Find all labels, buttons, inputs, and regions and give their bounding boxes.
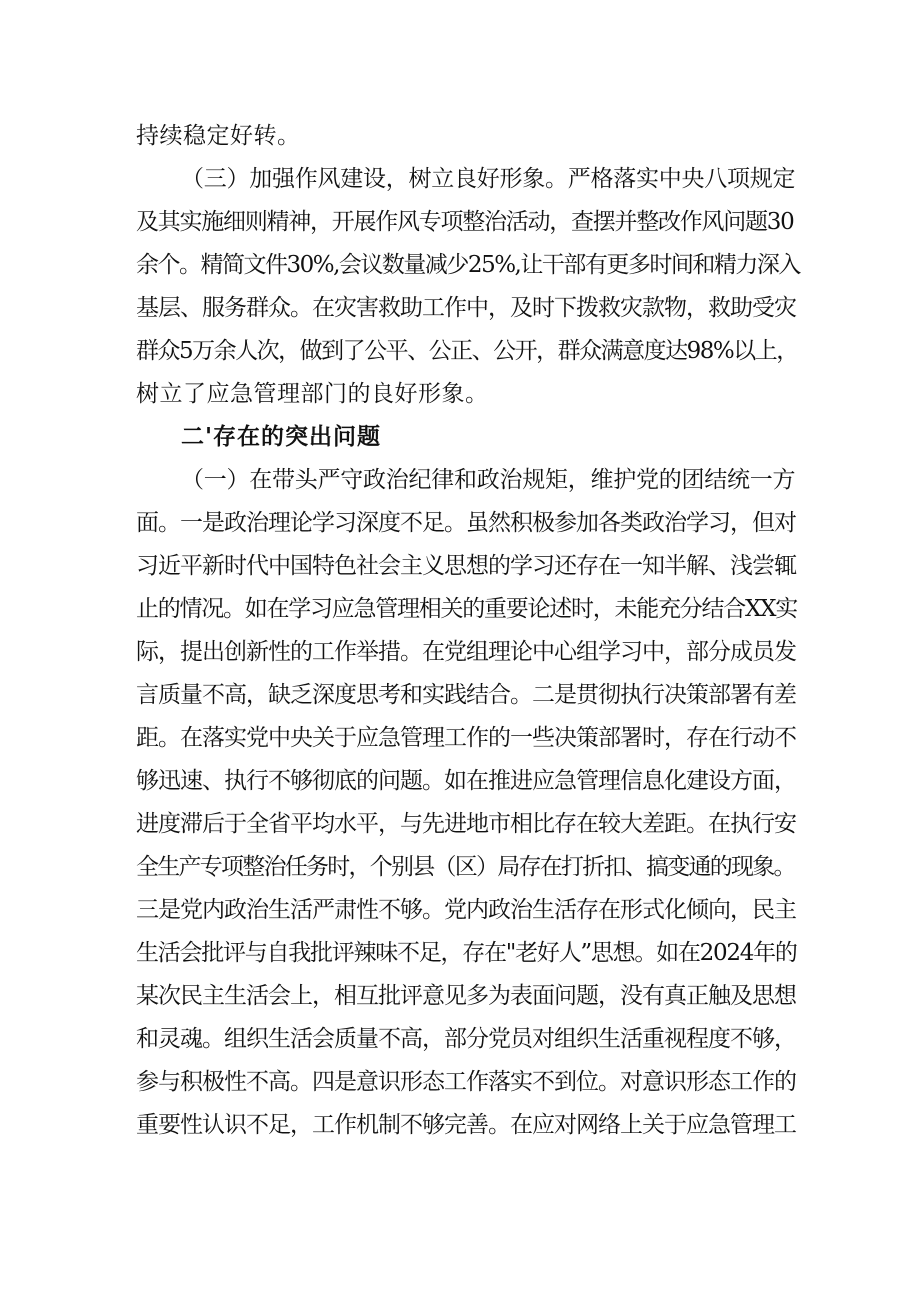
- text-line: 止的情况。如在学习应急管理相关的重要论述时，未能充分结合XX实: [136, 596, 797, 622]
- text-line: 三是党内政治生活严肃性不够。党内政治生活存在形式化倾向，民主: [136, 897, 796, 923]
- text-line: 言质量不高，缺乏深度思考和实践结合。二是贯彻执行决策部署有差: [136, 682, 796, 708]
- text-line: 面。一是政治理论学习深度不足。虽然积极参加各类政治学习，但对: [136, 510, 796, 536]
- text-line: 际，提出创新性的工作举措。在党组理论中心组学习中，部分成员发: [136, 639, 796, 665]
- text-line: 余个。精简文件30%,会议数量减少25%,让干部有更多时间和精力深入: [136, 252, 800, 278]
- text-line: 持续稳定好转。: [136, 123, 301, 149]
- text-line: 全生产专项整治任务时，个别县（区）局存在打折扣、搞变通的现象。: [136, 854, 795, 880]
- text-line: 进度滞后于全省平均水平，与先进地市相比存在较大差距。在执行安: [136, 811, 796, 837]
- text-line: 及其实施细则精神，开展作风专项整治活动，查摆并整改作风问题30: [136, 209, 794, 235]
- section-heading: 二'存在的突出问题: [181, 424, 382, 450]
- text-line: 距。在落实党中央关于应急管理工作的一些决策部署时，存在行动不: [136, 725, 796, 751]
- subsection-one-line: （一）在带头严守政治纪律和政治规矩，维护党的团结统一方: [181, 467, 796, 493]
- text-line: 参与积极性不高。四是意识形态工作落实不到位。对意识形态工作的: [136, 1069, 796, 1095]
- text-line: 习近平新时代中国特色社会主义思想的学习还存在一知半解、浅尝辄: [136, 553, 796, 579]
- text-line: 基层、服务群众。在灾害救助工作中，及时下拨救灾款物，救助受灾: [136, 295, 796, 321]
- text-line: 和灵魂。组织生活会质量不高，部分党员对组织生活重视程度不够，: [136, 1026, 796, 1052]
- section-three-heading-line: （三）加强作风建设，树立良好形象。严格落实中央八项规定: [181, 166, 796, 192]
- text-line: 群众5万余人次，做到了公平、公正、公开，群众满意度达98%以上，: [136, 338, 798, 364]
- text-line: 生活会批评与自我批评辣味不足，存在"老好人”思想。如在2024年的: [136, 940, 797, 966]
- text-line: 树立了应急管理部门的良好形象。: [136, 381, 489, 407]
- text-line: 重要性认识不足，工作机制不够完善。在应对网络上关于应急管理工: [136, 1112, 796, 1138]
- text-line: 某次民主生活会上，相互批评意见多为表面问题，没有真正触及思想: [136, 983, 796, 1009]
- text-line: 够迅速、执行不够彻底的问题。如在推进应急管理信息化建设方面，: [136, 768, 796, 794]
